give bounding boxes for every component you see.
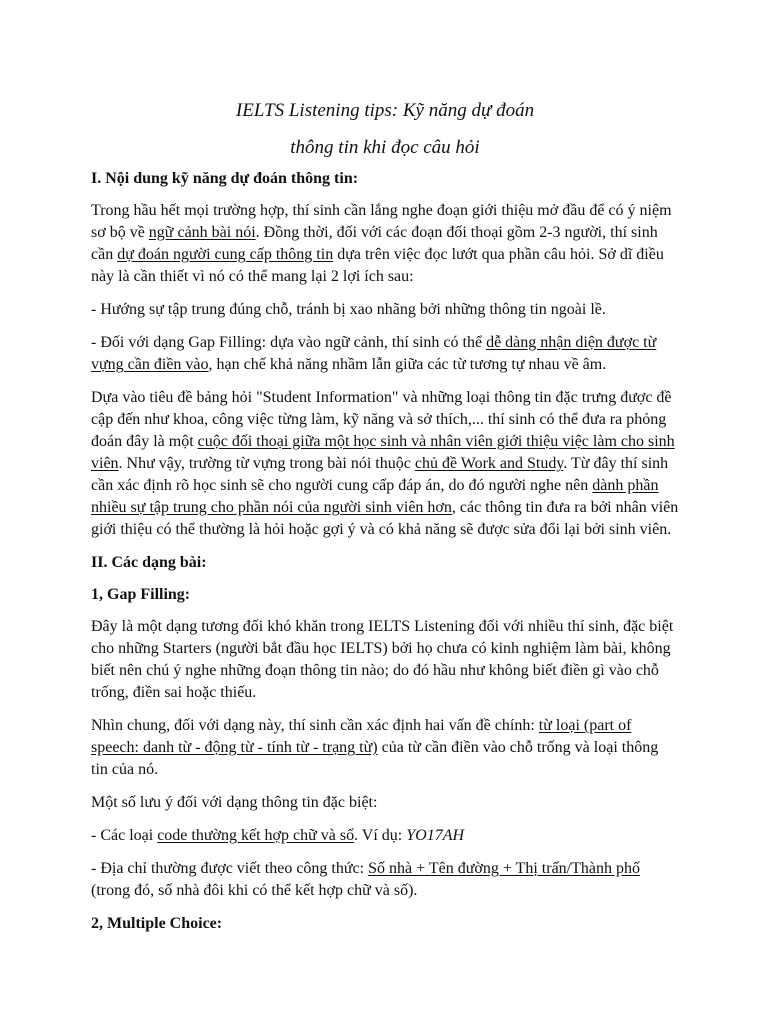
text-run: . Đồng thời, đối với các đoạn đối thoại gồm 2-3 người, thí sinh cần [91,224,658,263]
underlined-phrase: cuộc đối thoại giữa một học sinh và nhân viên giới thiệu việc làm cho sinh viên [91,433,675,472]
text-run: - Đối với dạng Gap Filling: dựa vào ngữ cảnh, thí sinh có thể [91,334,487,351]
text-run: Nhìn chung, đối với dạng này, thí sinh cần xác định hai vấn đề chính: [91,717,539,734]
text-run: Dựa vào tiêu đề bảng hỏi "Student Information" và những loại thông tin đặc trưng được đề cập đến như khoa, công việc từng làm, kỹ năng và sở thích,... thí sinh có thể đưa ra phỏng đoán đây là một [91,389,672,450]
title-line-1: IELTS Listening tips: Kỹ năng dự đoán [235,100,535,121]
underlined-phrase: dành phần nhiều sự tập trung cho phần nói của người sinh viên hơn [91,477,659,516]
underlined-phrase: ngữ cảnh bài nói [148,224,256,241]
document-body [91,92,679,945]
section-2-paragraph-1: Đây là một dạng tương đối khó khăn trong IELTS Listening đối với nhiều thí sinh, đặc biệt cho những Starters (người bắt đầu học IELTS) bởi họ chưa có kinh nghiệm làm bài, không biết nên chú ý nghe những đoạn thông tin nào; do đó hầu như không biết điền gì vào chỗ trống, điền sai hoặc thiếu. [91,618,674,701]
underlined-phrase: dễ dàng nhận diện được từ vựng cần điền vào [91,334,657,373]
section-1-heading: I. Nội dung kỹ năng dự đoán thông tin: [91,170,359,187]
section-1-paragraph-3 [91,332,679,376]
text-run: , các thông tin đưa ra bởi nhân viên giới thiệu có thể thường là hỏi hoặc gợi ý và có khả năng sẽ được sửa đổi lại bởi sinh viên. [91,499,679,538]
text-run: - Địa chỉ thường được viết theo công thức: [91,860,369,877]
text-run: . Từ đây thí sinh cần xác định rõ học sinh sẽ cho người cung cấp đáp án, do đó người nghe nên [91,455,669,494]
section-2-paragraph-4 [91,825,679,847]
text-run: . Như vậy, trường từ vựng trong bài nói thuộc [118,455,415,472]
subsection-gap-filling-heading: 1, Gap Filling: [91,586,191,603]
document-title [91,92,679,166]
section-2-paragraph-2 [91,715,679,781]
section-2-paragraph-5 [91,858,679,902]
underlined-phrase: code thường kết hợp chữ và số [157,827,355,844]
section-2-paragraph-3: Một số lưu ý đối với dạng thông tin đặc biệt: [91,794,378,811]
text-run: , hạn chế khả năng nhầm lẫn giữa các từ tương tự nhau về âm. [208,356,607,373]
section-1-paragraph-2: - Hướng sự tập trung đúng chỗ, tránh bị xao nhãng bởi những thông tin ngoài lề. [91,301,606,318]
text-run: của từ cần điền vào chỗ trống và loại thông tin của nó. [91,739,659,778]
section-1-paragraph-4 [91,387,679,541]
title-line-2: thông tin khi đọc câu hỏi [290,137,480,158]
underlined-phrase: từ loại (part of speech: danh từ - động từ - tính từ - trạng từ) [91,717,632,756]
text-run: - Các loại [91,827,158,844]
underlined-phrase: dự đoán người cung cấp thông tin [117,246,334,263]
underlined-phrase: Số nhà + Tên đường + Thị trấn/Thành phố [368,860,640,877]
italic-example-code: YO17AH [406,827,465,844]
section-2-heading: II. Các dạng bài: [91,554,207,571]
section-1-paragraph-1 [91,200,679,288]
subsection-multiple-choice-heading: 2, Multiple Choice: [91,915,223,932]
text-run: dựa trên việc đọc lướt qua phần câu hỏi. Sở dĩ điều này là cần thiết vì nó có thể mang lại 2 lợi ích sau: [91,246,664,285]
text-run: . Ví dụ: [354,827,407,844]
text-run: (trong đó, số nhà đôi khi có thể kết hợp chữ và số). [91,882,418,899]
underlined-phrase: chủ đề Work and Study [414,455,564,472]
text-run: Trong hầu hết mọi trường hợp, thí sinh cần lắng nghe đoạn giới thiệu mở đầu để có ý niệm sơ bộ về [91,202,672,241]
